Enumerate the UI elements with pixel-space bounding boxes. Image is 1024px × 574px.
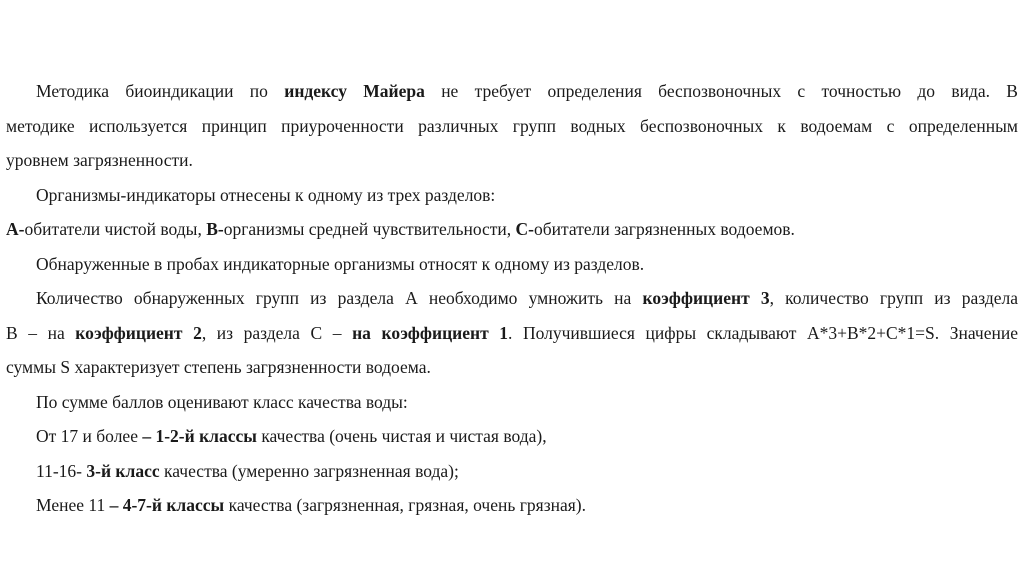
bold-class-1-2: – 1-2-й классы — [142, 426, 257, 446]
text-run: В – на — [6, 322, 76, 343]
list-item-class-3 — [6, 454, 1018, 489]
paragraph-sample-organisms — [6, 247, 1018, 282]
text-run: Менее 11 — [36, 495, 110, 515]
list-item-class-4-7 — [6, 488, 1018, 523]
paragraph-line: По сумме баллов оценивают класс качества воды: — [36, 391, 408, 412]
bold-coefficient-2: коэффициент 2 — [75, 322, 202, 343]
paragraph-line — [6, 419, 1018, 454]
bold-section-c: С- — [515, 219, 535, 239]
paragraph-line — [6, 316, 1018, 351]
bold-term-mayer-index: индексу Майера — [284, 81, 425, 101]
text-run: От 17 и более — [36, 426, 143, 446]
text-run: организмы средней чувствительности, — [223, 219, 516, 239]
paragraph-line: Организмы-индикаторы отнесены к одному из трех разделов: — [36, 184, 496, 205]
paragraph-line: уровнем загрязненности. — [6, 150, 193, 170]
text-run: качества (загрязненная, грязная, очень грязная). — [224, 495, 586, 515]
paragraph-line — [6, 281, 1018, 316]
text-run: качества (умеренно загрязненная вода); — [159, 460, 459, 481]
bold-coefficient-1: на коэффициент 1 — [352, 322, 509, 343]
bold-class-3: 3-й класс — [86, 460, 160, 481]
text-run: обитатели загрязненных водоемов. — [534, 219, 795, 239]
bold-section-b: В- — [206, 219, 224, 239]
list-item-class-1-2 — [6, 419, 1018, 454]
paragraph-line: Обнаруженные в пробах индикаторные организмы относят к одному из разделов. — [36, 253, 645, 274]
text-run: . Получившиеся цифры складывают А*3+В*2+С*1=S. Значение — [508, 322, 1018, 343]
paragraph-coefficients — [6, 281, 1018, 385]
paragraph-line — [6, 74, 1018, 109]
paragraph-scoring — [6, 385, 1018, 420]
bold-class-4-7: – 4-7-й классы — [109, 495, 225, 515]
paragraph-mayer-index-intro — [6, 74, 1018, 178]
text-run: не требует определения беспозвоночных с точностью до вида. В — [424, 81, 1018, 101]
text-run: обитатели чистой воды, — [24, 219, 207, 239]
bold-coefficient-3: коэффициент 3 — [642, 288, 770, 308]
paragraph-line — [6, 488, 1018, 523]
text-run: качества (очень чистая и чистая вода), — [256, 426, 547, 446]
text-run: Количество обнаруженных групп из раздела А необходимо умножить на — [36, 288, 643, 308]
paragraph-line: методике используется принцип приуроченности различных групп водных беспозвоночных к водоемам с определенным — [6, 115, 1018, 136]
text-run: Методика биоиндикации по — [36, 81, 285, 101]
paragraph-indicator-sections — [6, 178, 1018, 213]
paragraph-section-definitions — [6, 212, 1018, 247]
document-page — [6, 74, 1018, 523]
bold-section-a: А- — [6, 219, 25, 239]
text-run: , количество групп из раздела — [769, 288, 1018, 308]
paragraph-line — [6, 212, 1018, 247]
text-run: 11-16- — [36, 460, 87, 481]
paragraph-line: суммы S характеризует степень загрязненности водоема. — [6, 357, 431, 377]
text-run: , из раздела С – — [201, 322, 353, 343]
paragraph-line — [6, 454, 1018, 489]
